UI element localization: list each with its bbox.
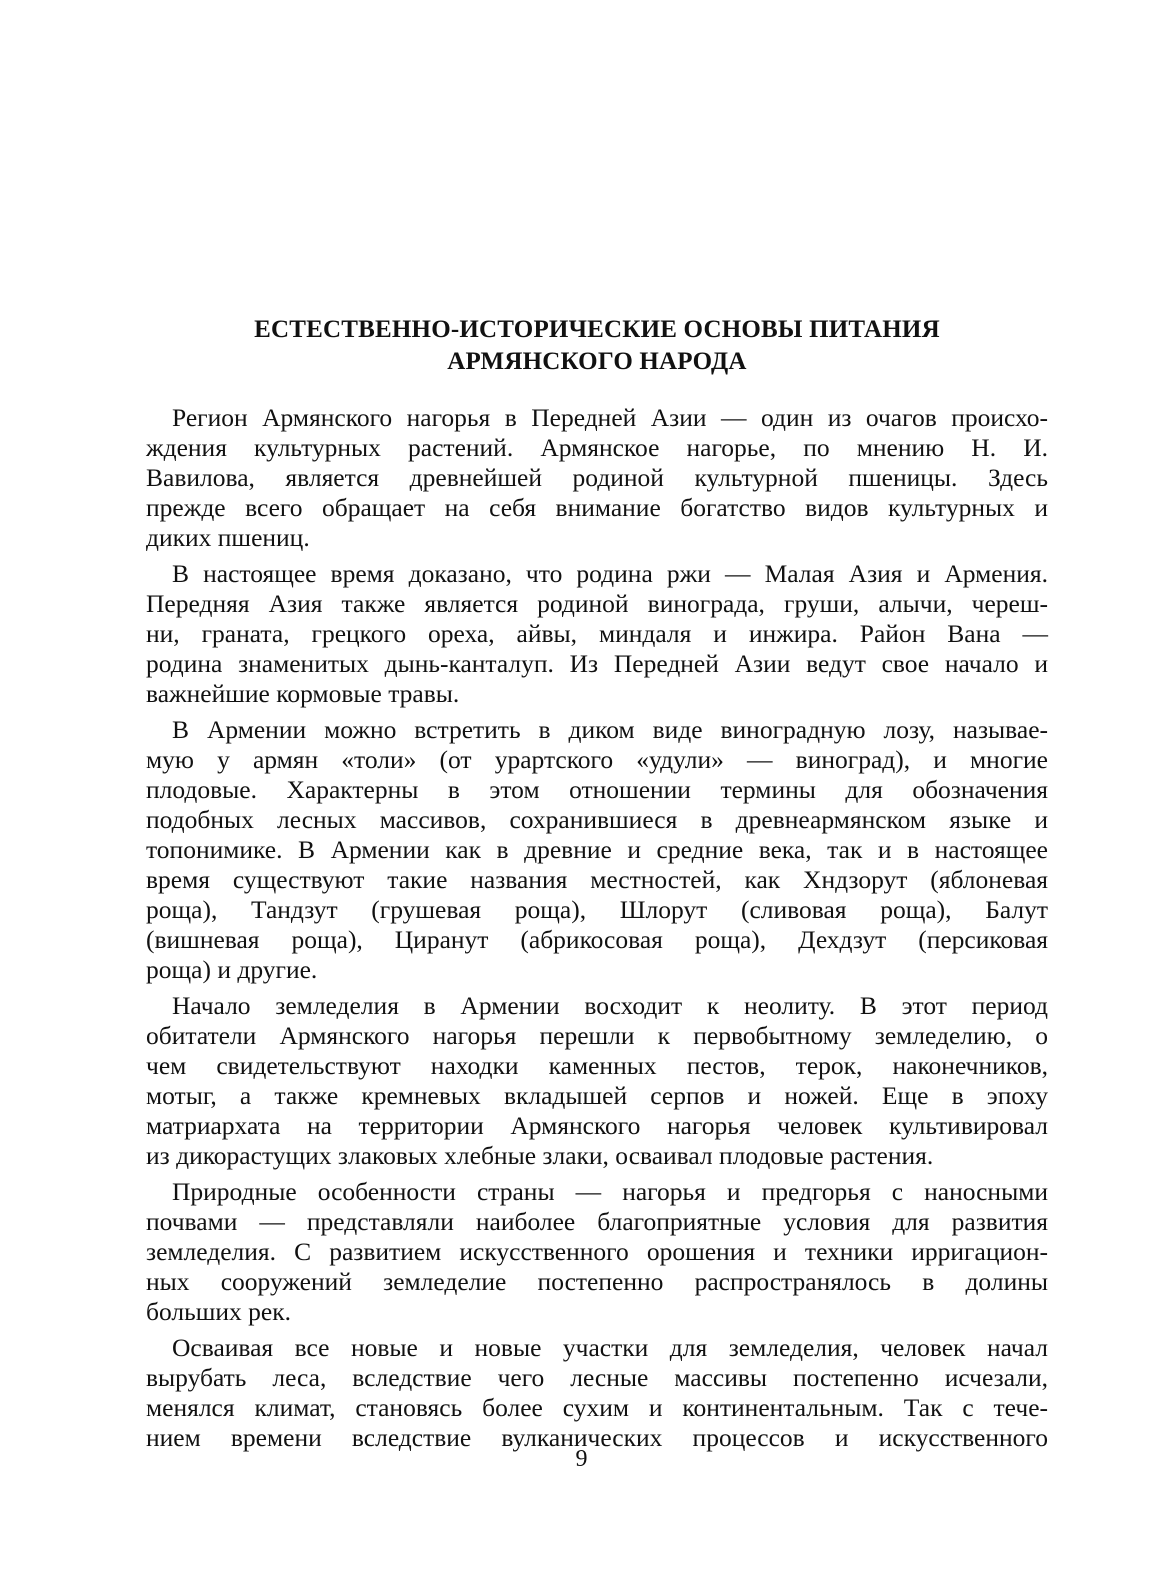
chapter-title-line-1: ЕСТЕСТВЕННО-ИСТОРИЧЕСКИЕ ОСНОВЫ ПИТАНИЯ xyxy=(254,316,940,343)
page-number: 9 xyxy=(575,1446,588,1472)
text-line: земледелия. С развитием искусственного орошения и техники ирригацион- xyxy=(146,1237,1048,1266)
paragraph-5 xyxy=(146,1177,1048,1327)
text-line: В настоящее время доказано, что родина ржи — Малая Азия и Армения. xyxy=(172,559,1048,588)
text-line: вырубать леса, вследствие чего лесные массивы постепенно исчезали, xyxy=(146,1363,1048,1392)
text-line: топонимике. В Армении как в древние и средние века, так и в настоящее xyxy=(146,835,1048,864)
text-line: Регион Армянского нагорья в Передней Азии — один из очагов происхо- xyxy=(172,403,1048,432)
text-line: Осваивая все новые и новые участки для земледелия, человек начал xyxy=(172,1333,1048,1362)
text-line: мую у армян «толи» (от урартского «удули» — виноград), и многие xyxy=(146,745,1048,774)
text-line: ждения культурных растений. Армянское нагорье, по мнению Н. И. xyxy=(146,433,1048,462)
paragraph-3 xyxy=(146,715,1048,985)
text-line: ных сооружений земледелие постепенно распространялось в долины xyxy=(146,1267,1048,1296)
paragraph-4 xyxy=(146,991,1048,1171)
text-line: В Армении можно встретить в диком виде виноградную лозу, называе- xyxy=(172,715,1048,744)
paragraph-2 xyxy=(146,559,1048,709)
text-line: больших рек. xyxy=(146,1297,291,1326)
text-line: Передняя Азия также является родиной винограда, груши, алычи, череш- xyxy=(146,589,1048,618)
text-line: время существуют такие названия местностей, как Хндзорут (яблоневая xyxy=(146,865,1048,894)
text-line: менялся климат, становясь более сухим и континентальным. Так с тече- xyxy=(146,1393,1048,1422)
text-line: плодовые. Характерны в этом отношении термины для обозначения xyxy=(146,775,1048,804)
paragraph-1 xyxy=(146,403,1048,553)
text-line: обитатели Армянского нагорья перешли к первобытному земледелию, о xyxy=(146,1021,1048,1050)
text-line: родина знаменитых дынь-канталуп. Из Передней Азии ведут свое начало и xyxy=(146,649,1048,678)
chapter-title-line-2: АРМЯНСКОГО НАРОДА xyxy=(447,348,747,375)
text-line: прежде всего обращает на себя внимание богатство видов культурных и xyxy=(146,493,1048,522)
text-line: Природные особенности страны — нагорья и предгорья с наносными xyxy=(172,1177,1048,1206)
text-line: нием времени вследствие вулканических процессов и искусственного xyxy=(146,1423,1048,1452)
body-text xyxy=(146,403,1048,1459)
text-line: чем свидетельствуют находки каменных пестов, терок, наконечников, xyxy=(146,1051,1048,1080)
text-line: из дикорастущих злаковых хлебные злаки, осваивал плодовые растения. xyxy=(146,1141,934,1170)
paragraph-6 xyxy=(146,1333,1048,1453)
text-line: Начало земледелия в Армении восходит к неолиту. В этот период xyxy=(172,991,1048,1020)
chapter-title xyxy=(146,314,1048,378)
text-line: Вавилова, является древнейшей родиной культурной пшеницы. Здесь xyxy=(146,463,1048,492)
text-line: роща), Тандзут (грушевая роща), Шлорут (сливовая роща), Балут xyxy=(146,895,1048,924)
text-line: мотыг, а также кремневых вкладышей серпов и ножей. Еще в эпоху xyxy=(146,1081,1048,1110)
text-line: роща) и другие. xyxy=(146,955,318,984)
text-line: важнейшие кормовые травы. xyxy=(146,679,460,708)
text-line: подобных лесных массивов, сохранившиеся в древнеармянском языке и xyxy=(146,805,1048,834)
text-line: матриархата на территории Армянского нагорья человек культивировал xyxy=(146,1111,1048,1140)
text-line: ни, граната, грецкого ореха, айвы, миндаля и инжира. Район Вана — xyxy=(146,619,1048,648)
text-line: почвами — представляли наиболее благоприятные условия для развития xyxy=(146,1207,1048,1236)
text-line: (вишневая роща), Циранут (абрикосовая роща), Дехдзут (персиковая xyxy=(146,925,1048,954)
text-line: диких пшениц. xyxy=(146,523,310,552)
